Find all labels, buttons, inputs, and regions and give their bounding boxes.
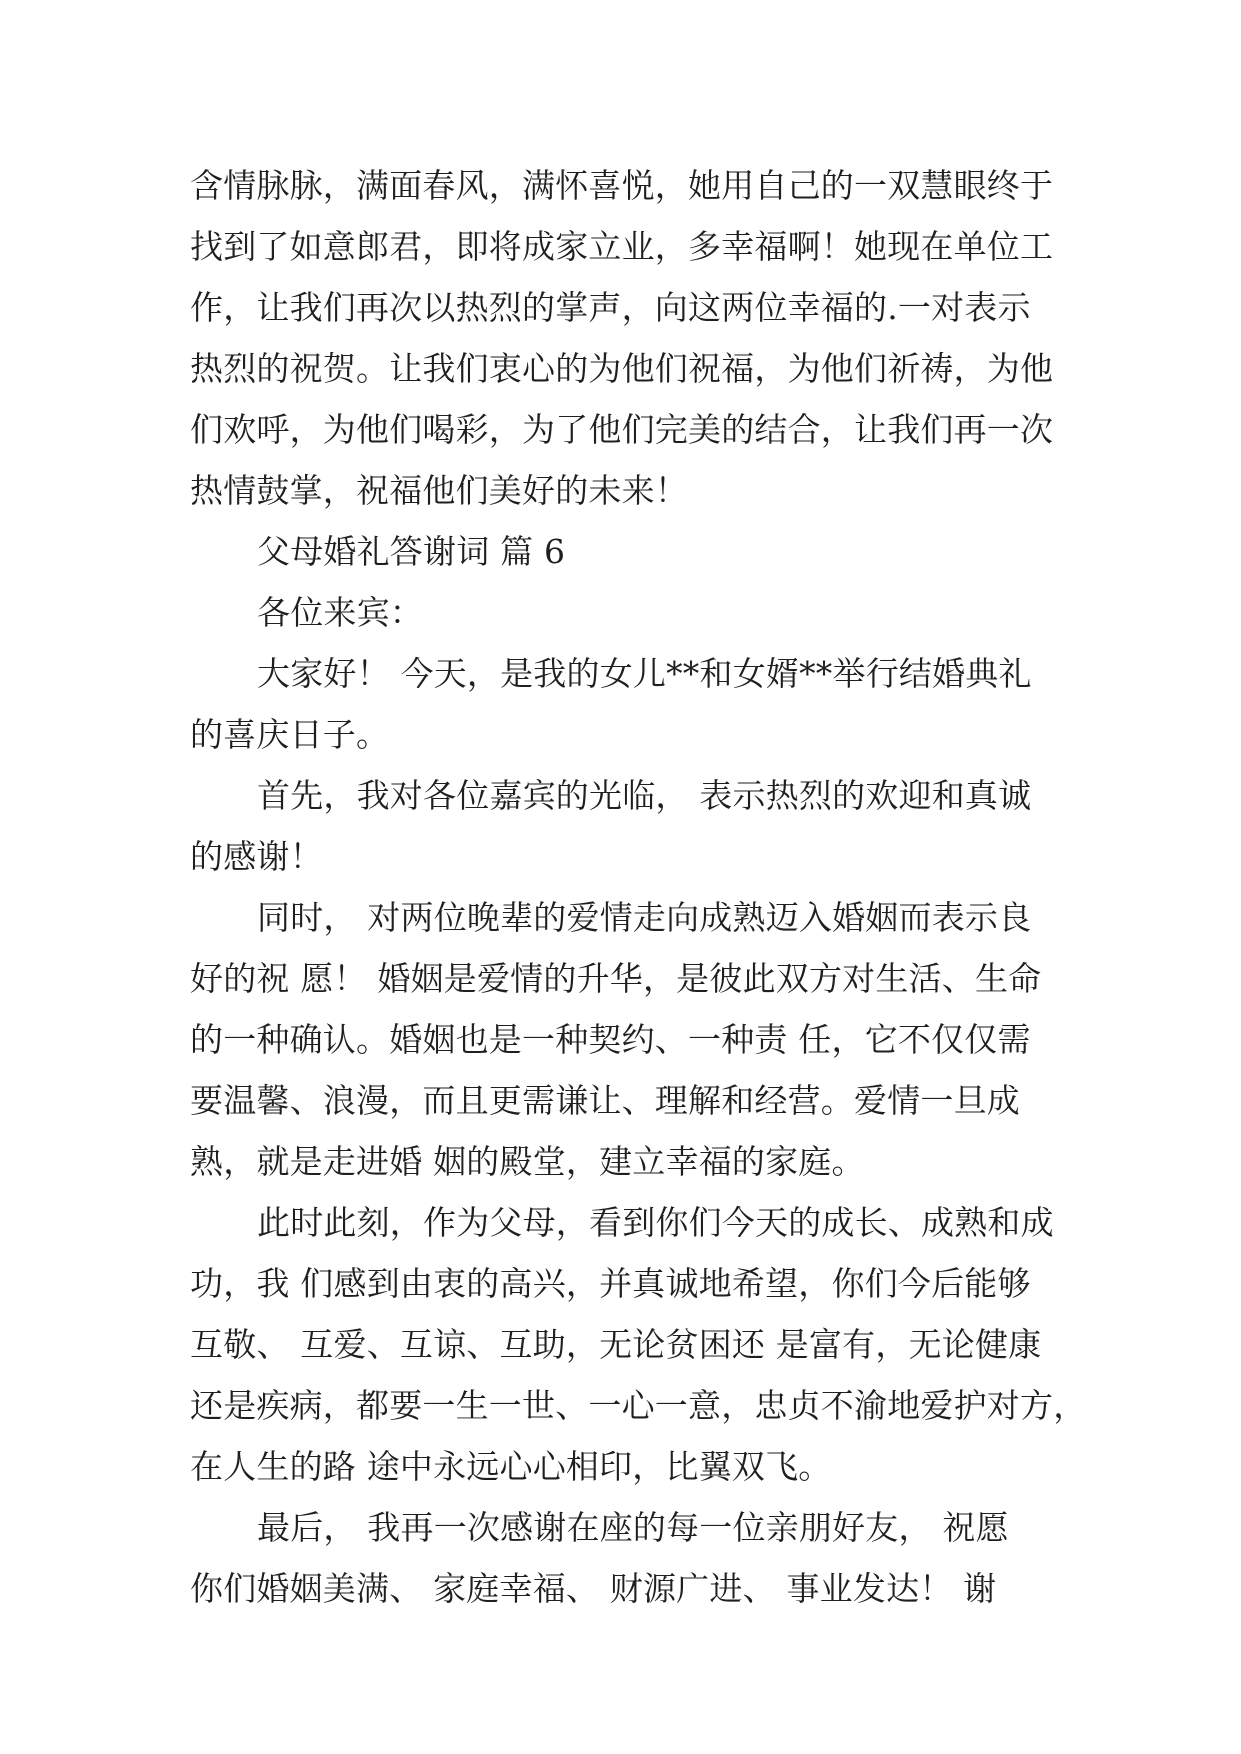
- paragraph-line: 此时此刻，作为父母，看到你们今天的成长、成熟和成: [257, 1203, 1054, 1242]
- paragraph-line: 热情鼓掌，祝福他们美好的未来！: [190, 471, 688, 510]
- paragraph-line: 的喜庆日子。: [190, 715, 390, 754]
- paragraph-line: 含情脉脉，满面春风，满怀喜悦，她用自己的一双慧眼终于: [190, 166, 1054, 205]
- paragraph-line: 们欢呼，为他们喝彩，为了他们完美的结合，让我们再一次: [190, 410, 1054, 449]
- paragraph-line: 大家好！ 今天，是我的女儿**和女婿**举行结婚典礼: [257, 654, 1032, 693]
- paragraph-line: 最后， 我再一次感谢在座的每一位亲朋好友， 祝愿: [257, 1508, 1009, 1547]
- paragraph-line: 你们婚姻美满、 家庭幸福、 财源广进、 事业发达！ 谢: [190, 1569, 997, 1608]
- paragraph-line: 的感谢！: [190, 837, 323, 876]
- paragraph-line: 要温馨、浪漫，而且更需谦让、理解和经营。爱情一旦成: [190, 1081, 1020, 1120]
- paragraph-line: 同时， 对两位晚辈的爱情走向成熟迈入婚姻而表示良: [257, 898, 1032, 937]
- paragraph-line: 首先，我对各位嘉宾的光临， 表示热烈的欢迎和真诚: [257, 776, 1032, 815]
- salutation: 各位来宾：: [257, 593, 423, 632]
- paragraph-line: 热烈的祝贺。让我们衷心的为他们祝福，为他们祈祷，为他: [190, 349, 1054, 388]
- section-heading: 父母婚礼答谢词 篇 6: [257, 532, 566, 571]
- paragraph-line: 功，我 们感到由衷的高兴，并真诚地希望，你们今后能够: [190, 1264, 1031, 1303]
- document-body: [190, 155, 1087, 1619]
- paragraph-line: 互敬、 互爱、互谅、互助，无论贫困还 是富有，无论健康: [190, 1325, 1042, 1364]
- paragraph-line: 好的祝 愿！ 婚姻是爱情的升华，是彼此双方对生活、生命: [190, 959, 1042, 998]
- paragraph-line: 在人生的路 途中永远心心相印，比翼双飞。: [190, 1447, 832, 1486]
- paragraph-line: 熟，就是走进婚 姻的殿堂，建立幸福的家庭。: [190, 1142, 865, 1181]
- paragraph-line: 作，让我们再次以热烈的掌声，向这两位幸福的.一对表示: [190, 288, 1031, 327]
- paragraph-line: 找到了如意郎君，即将成家立业，多幸福啊！她现在单位工: [190, 227, 1054, 266]
- paragraph-line: 还是疾病，都要一生一世、一心一意，忠贞不渝地爱护对方，: [190, 1386, 1087, 1425]
- paragraph-line: 的一种确认。婚姻也是一种契约、一种责 任，它不仅仅需: [190, 1020, 1031, 1059]
